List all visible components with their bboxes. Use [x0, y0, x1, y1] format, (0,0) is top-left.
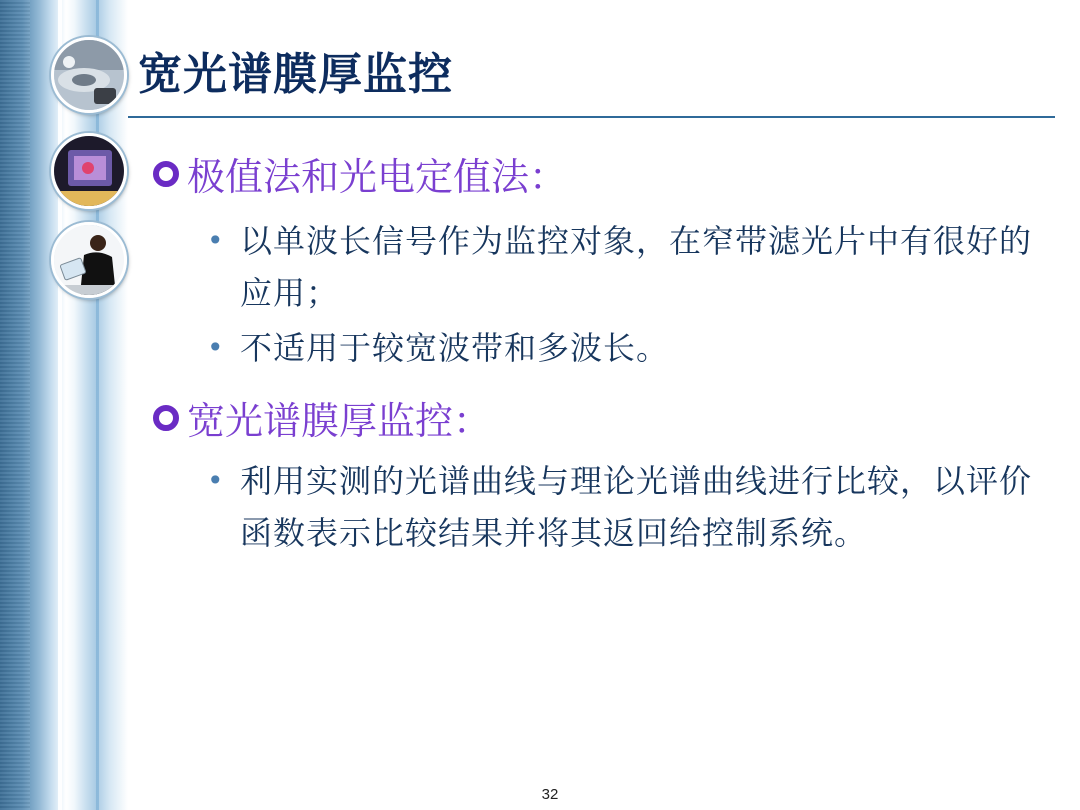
section-heading-text: 宽光谱膜厚监控： — [187, 399, 492, 443]
sidebar-stripe — [58, 0, 62, 810]
bullet-dot-icon: • — [207, 331, 224, 364]
photo-display-lab — [51, 133, 127, 209]
ring-bullet-icon — [153, 405, 179, 431]
bullet-text: 利用实测的光谱曲线与理论光谱曲线进行比较，以评价函数表示比较结果并将其返回给控制系统。 — [240, 462, 1033, 552]
bullet-text: 以单波长信号作为监控对象，在窄带滤光片中有很好的应用； — [240, 222, 1033, 312]
photo-woman-with-tablet — [51, 222, 127, 298]
bullet-item — [207, 322, 1047, 374]
section-heading-text: 极值法和光电定值法： — [187, 155, 568, 199]
sidebar-stripe — [96, 0, 99, 810]
bullet-text: 不适用于较宽波带和多波长。 — [240, 329, 670, 367]
bullet-dot-icon: • — [207, 224, 224, 257]
title-divider — [128, 116, 1055, 118]
bullet-dot-icon: • — [207, 464, 224, 497]
bullet-item — [207, 215, 1047, 319]
sidebar-decoration — [0, 0, 128, 810]
ring-bullet-icon — [153, 161, 179, 187]
section-heading — [153, 390, 491, 445]
slide-title: 宽光谱膜厚监控 — [138, 49, 453, 100]
page-number: 32 — [541, 786, 559, 803]
photo-equipment — [51, 37, 127, 113]
bullet-item — [207, 455, 1047, 559]
section-heading — [153, 146, 567, 201]
